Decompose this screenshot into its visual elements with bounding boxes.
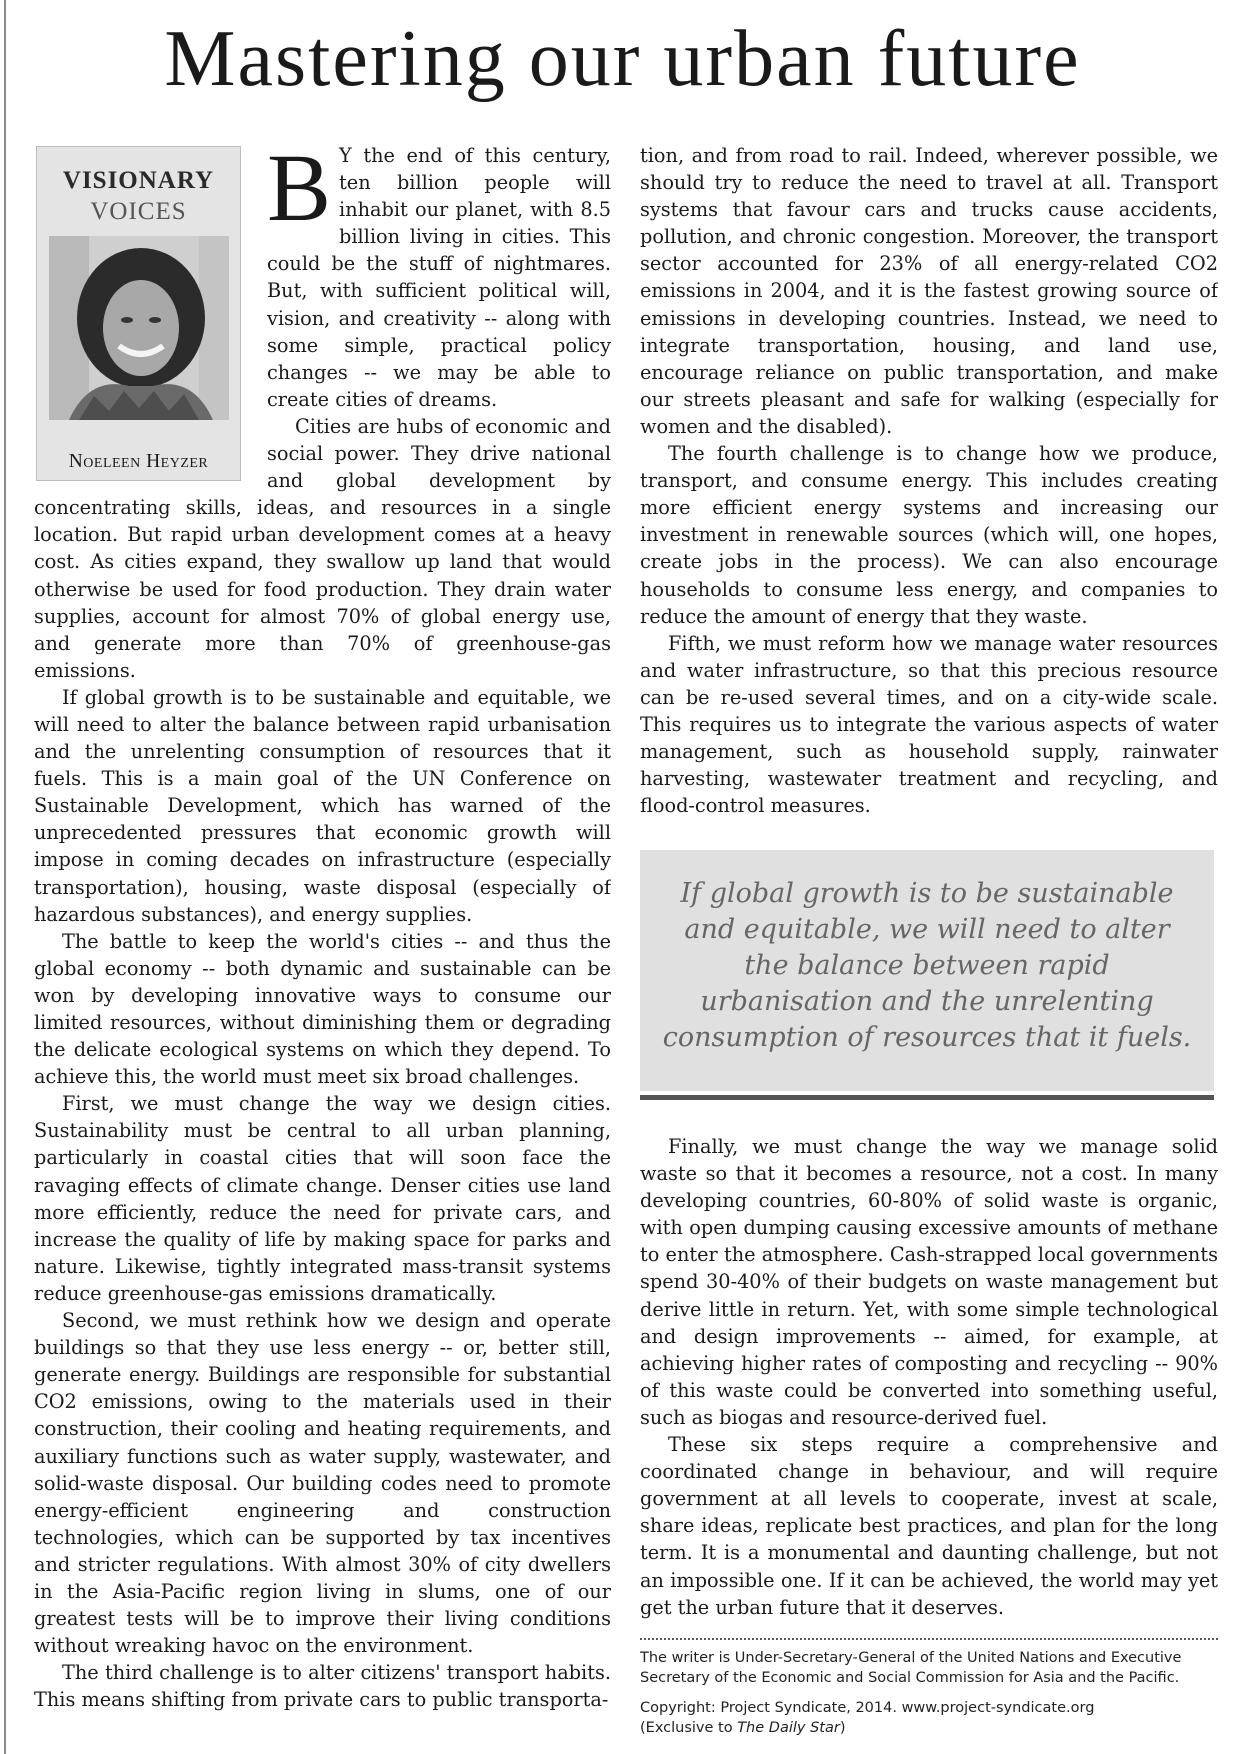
visionary-voices-box: [36, 146, 241, 481]
pull-quote-text: If global growth is to be sustainable and equitable, we will need to alter the balance between rapid urbanisation and the unrelenting consumption of resources that it fuels.: [662, 878, 1192, 1053]
paragraph: Finally, we must change the way we manage solid waste so that it becomes a resource, not a cost. In many developing countries, 60-80% of solid waste is organic, with open dumping causing excessive amounts of methane to enter the atmosphere. Cash-strapped local governments spend 30-40% of their budgets on waste management but derive little in return. Yet, with some simple technological and design improvements -- aimed, for example, at achieving higher rates of composting and recycling -- 90% of this waste could be converted into something useful, such as biogas and resource-derived fuel.: [640, 1135, 1218, 1429]
drop-cap: B: [267, 142, 332, 241]
exclusive-line: [640, 1718, 1218, 1738]
column-label-line1: VISIONARY: [62, 167, 215, 194]
paragraph: First, we must change the way we design cities. Sustainability must be central to all urban planning, particularly in coastal cities that will soon face the ravaging effects of climate change. Denser cities use land more efficiently, reduce the need for private cars, and increase the quality of life by making space for parks and nature. Likewise, tightly integrated mass-transit systems reduce greenhouse-gas emissions dramatically.: [34, 1092, 611, 1305]
paragraph: The third challenge is to alter citizens' transport habits. This means shifting from private cars to public transporta-: [34, 1661, 611, 1712]
paragraph: tion, and from road to rail. Indeed, wherever possible, we should try to reduce the need to travel at all. Transport systems that favour cars and trucks cause accidents, pollution, and chronic congestion. Moreover, the transport sector accounted for 23% of all energy-related CO2 emissions in 2004, and it is the fastest growing source of emissions in developing countries. Instead, we need to integrate transportation, housing, and land use, encourage reliance on public transportation, and make our streets pleasant and safe for walking (especially for women and the disabled).: [640, 144, 1218, 438]
author-bio: The writer is Under-Secretary-General of the United Nations and Executive Secretary of the Economic and Social Commission for Asia and the Pacific.: [640, 1650, 1182, 1686]
article-footer: [640, 1638, 1218, 1738]
paragraph: If global growth is to be sustainable and equitable, we will need to alter the balance between rapid urbanisation and the unrelenting consumption of resources that it fuels. This is a main goal of the UN Conference on Sustainable Development, which has warned of the unprecedented pressures that economic growth will impose in coming decades on infrastructure (especially transportation), housing, waste disposal (especially of hazardous substances), and energy supplies.: [34, 685, 611, 926]
column-label-line2: VOICES: [90, 198, 187, 225]
article-column-1: [34, 142, 611, 1754]
author-name: Noeleen Heyzer: [68, 451, 209, 472]
paragraph: Fifth, we must reform how we manage water resources and water infrastructure, so that this precious resource can be re-used several times, and on a city-wide scale. This requires us to integrate the various aspects of water management, such as household supply, rainwater harvesting, wastewater treatment and recycling, and flood-control measures.: [640, 631, 1218, 818]
paragraph: Y the end of this century, ten billion people will inhabit our planet, with 8.5 billion living in cities. This could be the stuff of nightmares. But, with sufficient political will, vision, and creativity -- along with some simple, practical policy changes -- we may be able to create cities of dreams.: [267, 144, 611, 411]
paragraph: These six steps require a comprehensive and coordinated change in behaviour, and will require government at all levels to cooperate, invest at scale, share ideas, replicate best practices, and plan for the long term. It is a monumental and daunting challenge, but not an impossible one. If it can be achieved, the world may yet get the urban future that it deserves.: [640, 1433, 1218, 1619]
article-column-3: [640, 1133, 1218, 1633]
article-title: Mastering our urban future: [164, 15, 1081, 103]
paragraph: The battle to keep the world's cities -- and thus the global economy -- both dynamic and sustainable can be won by developing innovative ways to consume our limited resources, without diminishing them or degrading the delicate ecological systems on which they depend. To achieve this, the world must meet six broad challenges.: [34, 929, 611, 1089]
copyright-line: Copyright: Project Syndicate, 2014. www.project-syndicate.org: [640, 1700, 1095, 1716]
exclusive-suffix: ): [839, 1720, 846, 1736]
exclusive-prefix: (Exclusive to: [640, 1720, 738, 1736]
paragraph: Second, we must rethink how we design and operate buildings so that they use less energy -- or, better still, generate energy. Buildings are responsible for substantial CO2 emissions, owing to the materials used in their construction, their cooling and heating requirements, and auxiliary functions such as water supply, wastewater, and solid-waste disposal. Our building codes need to promote energy-efficient engineering and construction technologies, which can be supported by tax incentives and stricter regulations. With almost 30% of city dwellers in the Asia-Pacific region living in slums, one of our greatest tests will be to improve their living conditions without wreaking havoc on the environment.: [34, 1309, 611, 1658]
paragraph: The fourth challenge is to change how we produce, transport, and consume energy. This includes creating more efficient energy systems and increasing our investment in renewable sources (which will, one hopes, create jobs in the process). We can also encourage households to consume less energy, and companies to reduce the amount of energy that they waste.: [640, 442, 1218, 628]
author-photo: [49, 236, 229, 420]
newspaper-name: The Daily Star: [737, 1720, 840, 1736]
article-column-2: [640, 142, 1218, 832]
dotted-separator: [640, 1638, 1218, 1640]
column-label: [37, 165, 240, 227]
pull-quote-rule: [640, 1095, 1214, 1100]
paragraph: Cities are hubs of economic and social power. They drive national and global development by concentrating skills, ideas, and resources in a single location. But rapid urban development comes at a heavy cost. As cities expand, they swallow up land that would otherwise be used for food production. They drain water supplies, account for almost 70% of global energy use, and generate more than 70% of greenhouse-gas emissions.: [34, 414, 611, 682]
page-left-rule: [4, 0, 6, 1754]
pull-quote: [640, 850, 1214, 1091]
